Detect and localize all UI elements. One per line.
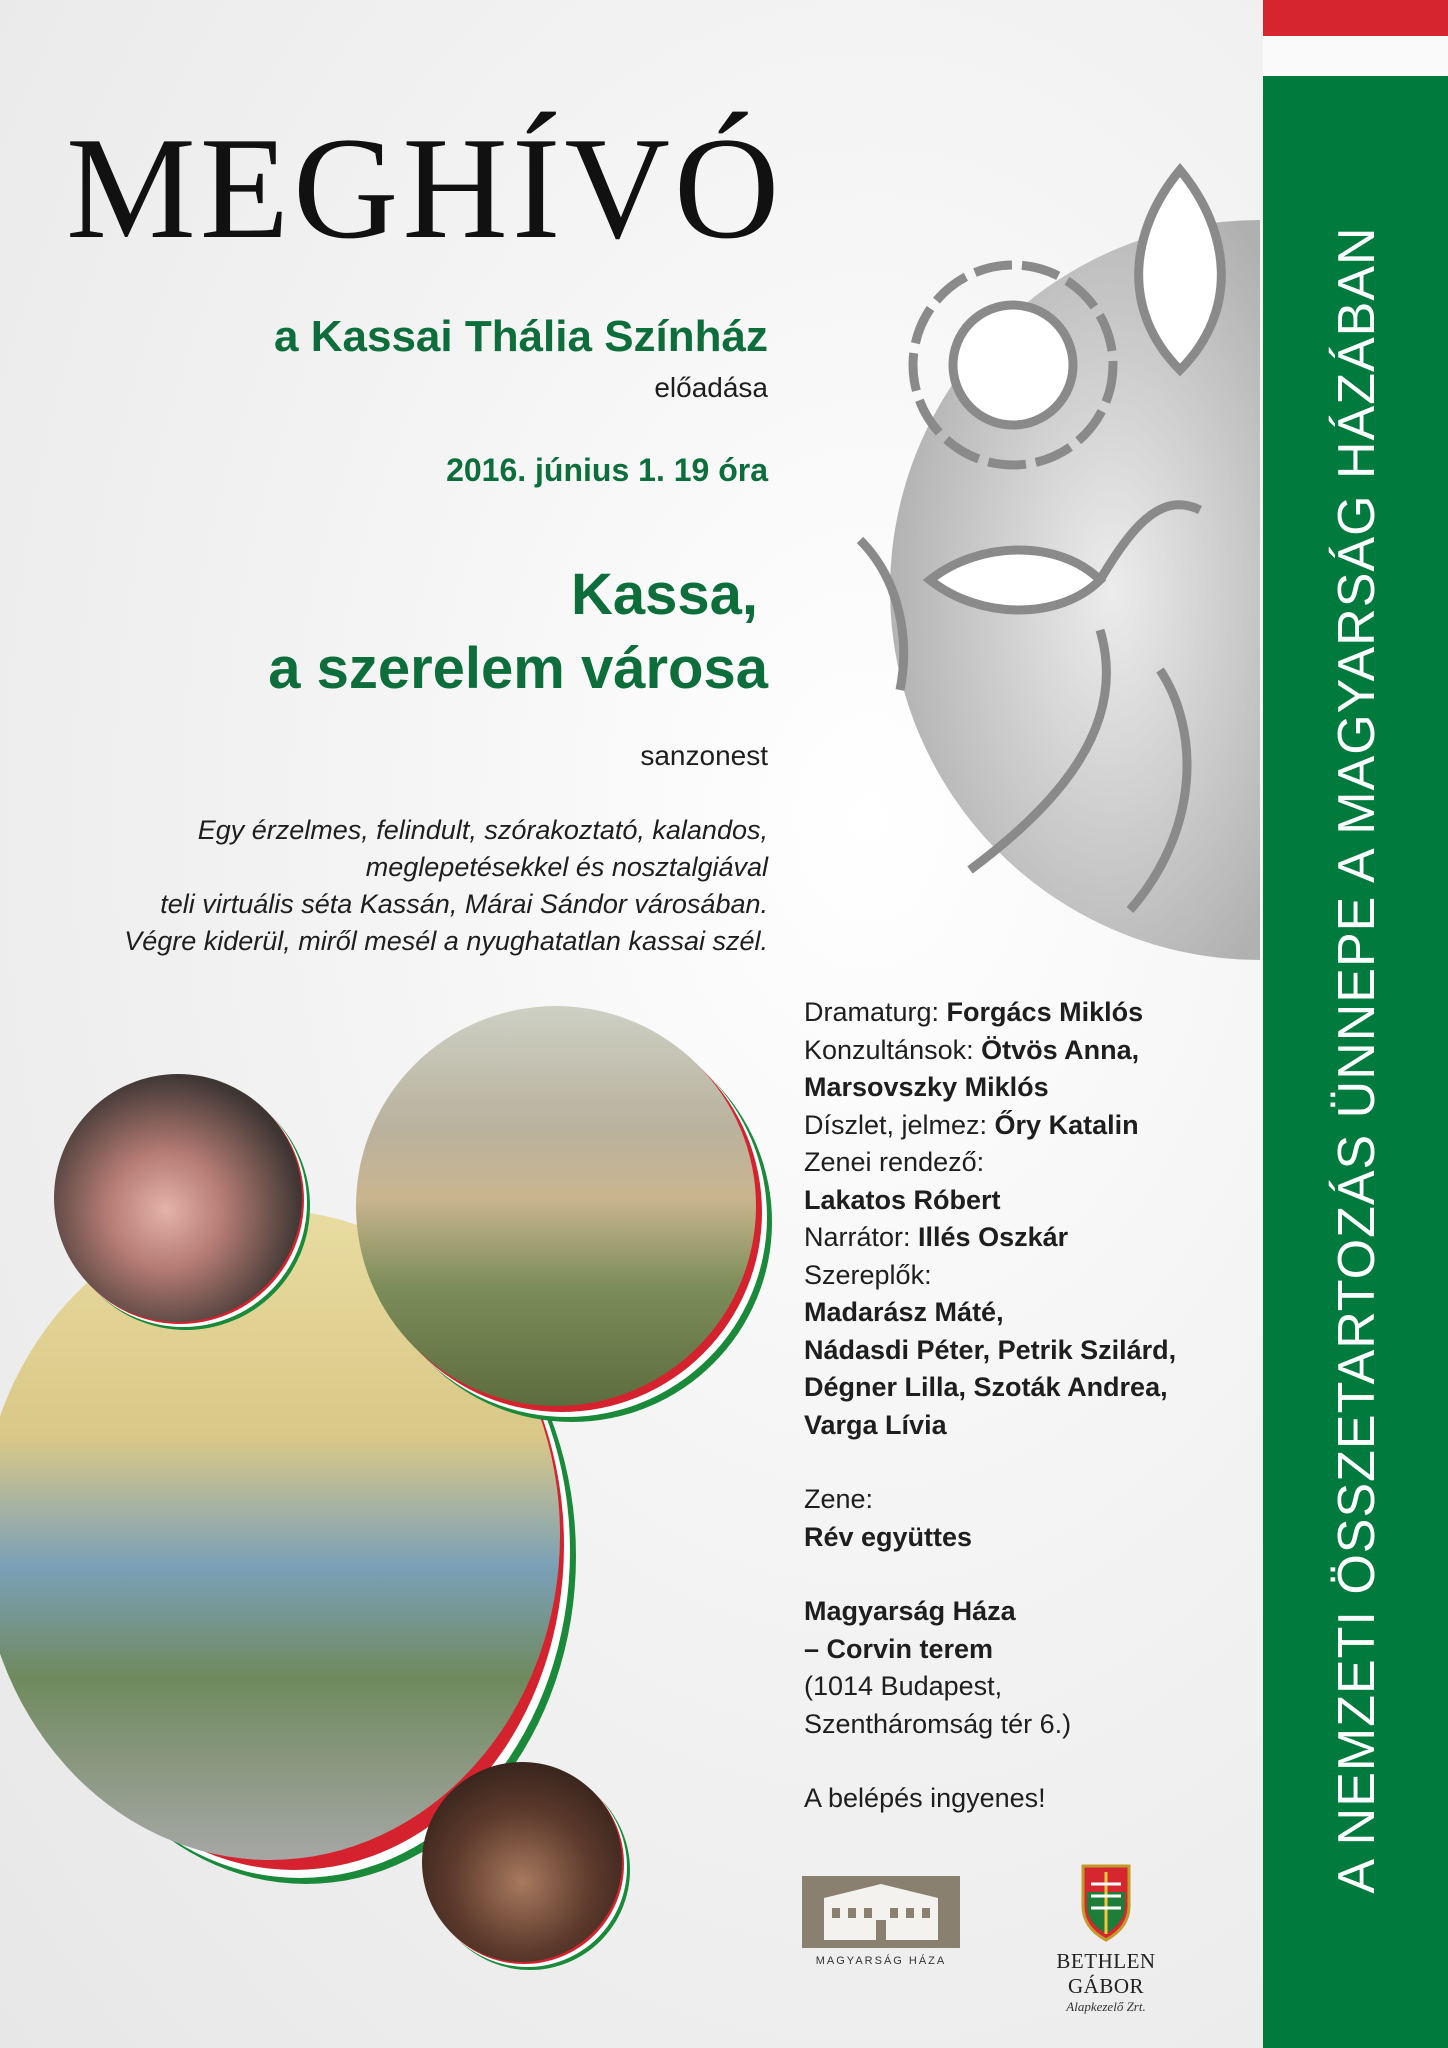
show-genre: sanzonest bbox=[640, 740, 768, 771]
credit-value: Varga Lívia bbox=[804, 1409, 947, 1440]
credit-label: Konzultánsok: bbox=[804, 1034, 982, 1065]
description-line: teli virtuális séta Kassán, Márai Sándor városában. bbox=[160, 889, 768, 919]
venue-room: – Corvin terem bbox=[804, 1633, 994, 1664]
credit-value: Rév együttes bbox=[804, 1521, 973, 1552]
flag-red-band bbox=[1263, 0, 1448, 36]
folk-ornament-graphic bbox=[800, 110, 1270, 970]
credit-label: Díszlet, jelmez: bbox=[804, 1109, 995, 1140]
singer-photo bbox=[54, 1074, 302, 1322]
credit-value: Illés Oszkár bbox=[918, 1222, 1069, 1252]
credit-value: Őry Katalin bbox=[994, 1109, 1139, 1140]
venue-address-line: Szentháromság tér 6.) bbox=[804, 1708, 1072, 1739]
bethlen-gabor-logo bbox=[1026, 1862, 1186, 2014]
credit-dramaturg bbox=[804, 994, 1244, 1032]
credit-label: Dramaturg: bbox=[804, 997, 947, 1027]
credit-value: Madarász Máté, bbox=[804, 1297, 1004, 1327]
description-line: Egy érzelmes, felindult, szórakoztató, kalandos, bbox=[197, 815, 768, 845]
magyarsag-haza-logo bbox=[802, 1876, 960, 1974]
venue-address-line: (1014 Budapest, bbox=[804, 1671, 1003, 1701]
credit-value: Forgács Miklós bbox=[946, 997, 1144, 1027]
show-description bbox=[124, 812, 768, 960]
bethlen-name: BETHLEN GÁBOR bbox=[1056, 1949, 1156, 1998]
logo-caption: MAGYARSÁG HÁZA bbox=[815, 1955, 947, 1967]
building-icon bbox=[802, 1876, 960, 1948]
credit-value: Marsovszky Miklós bbox=[804, 1072, 1049, 1102]
show-title bbox=[268, 558, 768, 706]
credit-value: Ötvös Anna, bbox=[981, 1034, 1140, 1065]
sidebar-text: A NEMZETI ÖSSZETARTOZÁS ÜNNEPE A MAGYARSÁG HÁZÁBAN bbox=[1328, 226, 1386, 1894]
venue-name: Magyarság Háza bbox=[804, 1596, 1016, 1626]
bethlen-subtitle: Alapkezelő Zrt. bbox=[1066, 1999, 1146, 2014]
free-entry-note: A belépés ingyenes! bbox=[804, 1783, 1046, 1813]
credit-set bbox=[804, 1107, 1244, 1145]
credit-narrator bbox=[804, 1219, 1244, 1257]
theater-name: a Kassai Thália Színház bbox=[274, 312, 768, 361]
page-title: MEGHÍVÓ bbox=[66, 107, 784, 269]
credit-consultants bbox=[804, 1032, 1244, 1070]
credit-value: Dégner Lilla, Szoták Andrea, bbox=[804, 1372, 1168, 1402]
description-line: meglepetésekkel és nosztalgiával bbox=[365, 852, 768, 882]
show-title-line2: a szerelem városa bbox=[268, 636, 768, 701]
credit-value: Nádasdi Péter, Petrik Szilárd, bbox=[804, 1334, 1177, 1365]
show-title-line1: Kassa, bbox=[570, 562, 758, 627]
performance-label: előadása bbox=[654, 372, 768, 403]
description-line: Végre kiderül, miről mesél a nyughatatlan kassai szél. bbox=[124, 926, 768, 956]
credit-cast-label: Szereplők: bbox=[804, 1259, 932, 1290]
stage-photo bbox=[422, 1762, 622, 1962]
flag-white-band bbox=[1263, 36, 1448, 76]
credit-value: Lakatos Róbert bbox=[804, 1184, 1001, 1215]
credit-music-director-label: Zenei rendező: bbox=[804, 1147, 985, 1177]
credit-label: Narrátor: bbox=[804, 1222, 919, 1252]
shield-icon bbox=[1079, 1862, 1133, 1942]
credits-block bbox=[804, 994, 1244, 1818]
kosice-city-photo bbox=[356, 1006, 756, 1406]
event-date: 2016. június 1. 19 óra bbox=[446, 452, 768, 488]
credit-music-label: Zene: bbox=[804, 1484, 874, 1514]
